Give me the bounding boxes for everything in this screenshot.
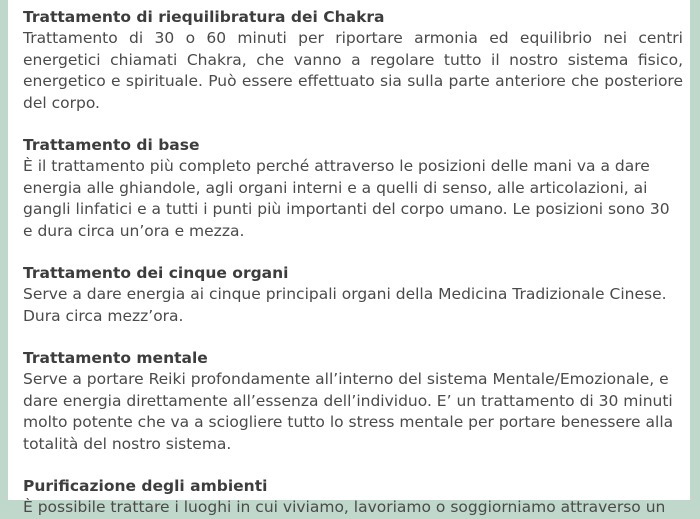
section-body: Serve a portare Reiki profondamente all’interno del sistema Mentale/Emozionale, e dare energia direttamente all’essenza dell’individuo. E’ un trattamento di 30 minuti molto potente che va a sciogliere tutto lo stress mentale per portare benessere alla totalità del nostro sistema.	[23, 370, 674, 453]
section-body: È il trattamento più completo perché attraverso le posizioni delle mani va a dare energia alle ghiandole, agli organi interni e a quelli di senso, alle articolazioni, ai gangli linfatici e a tutti i punti più importanti del corpo umano. Le posizioni sono 30 e dura circa un’ora e mezza.	[23, 157, 670, 240]
section-title: Trattamento di base	[23, 136, 200, 154]
section-body: È possibile trattare i luoghi in cui viviamo, lavoriamo o soggiorniamo attraverso un	[23, 498, 666, 516]
section-five-organs	[23, 263, 683, 327]
section-body: Serve a dare energia ai cinque principali organi della Medicina Tradizionale Cinese. Dura circa mezz’ora.	[23, 285, 667, 325]
section-title: Trattamento di riequilibratura dei Chakra	[23, 8, 385, 26]
section-body: Trattamento di 30 o 60 minuti per riportare armonia ed equilibrio nei centri energetici chiamati Chakra, che vanno a regolare tutto il nostro sistema fisico, energetico e spirituale. Può essere effettuato sia sulla parte anteriore che posteriore del corpo.	[23, 29, 683, 112]
section-environments	[23, 476, 683, 519]
section-chakra	[23, 7, 683, 114]
section-title: Trattamento dei cinque organi	[23, 264, 289, 282]
document-page	[8, 0, 690, 516]
section-mental	[23, 348, 683, 455]
section-title: Trattamento mentale	[23, 349, 208, 367]
document-content	[8, 0, 683, 519]
section-base	[23, 135, 683, 242]
section-title: Purificazione degli ambienti	[23, 477, 268, 495]
